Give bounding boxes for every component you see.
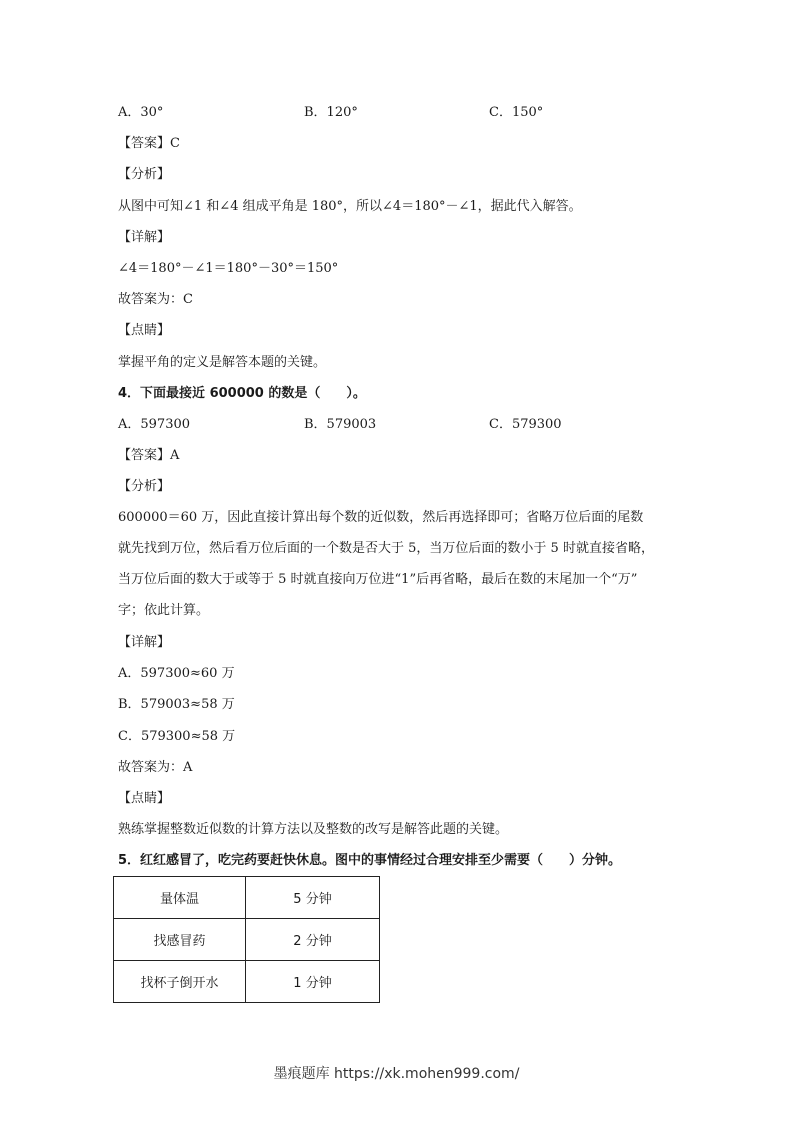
q4-detail-a: A．597300≈60 万 [118,666,235,681]
q3-detail-label: 【详解】 [118,230,171,245]
q4-option-c: C．579300 [489,417,562,432]
q4-answer: 【答案】A [118,448,180,463]
q4-question: 4．下面最接近 600000 的数是（ ）。 [118,386,366,401]
q5-question: 5．红红感冒了，吃完药要赶快休息。图中的事情经过合理安排至少需要（ ）分钟。 [118,853,622,868]
table-row [114,919,380,961]
q4-conclusion: 故答案为：A [118,760,193,775]
q3-tip: 掌握平角的定义是解答本题的关键。 [118,355,327,370]
q4-detail-c: C．579300≈58 万 [118,729,236,744]
q3-conclusion: 故答案为：C [118,292,193,307]
q4-tip-label: 【点睛】 [118,791,171,806]
table-cell: 2 分钟 [246,919,380,961]
q4-option-a: A．597300 [118,417,191,432]
q4-analysis-line: 600000＝60 万，因此直接计算出每个数的近似数，然后再选择即可；省略万位后面的尾数 [118,510,644,525]
q4-detail-label: 【详解】 [118,635,171,650]
q3-option-b: B．120° [304,105,358,120]
q3-option-a: A．30° [118,105,164,120]
footer-watermark: 墨痕题库 https://xk.mohen999.com/ [273,1066,520,1082]
q4-option-b: B．579003 [304,417,377,432]
q3-tip-label: 【点睛】 [118,323,171,338]
table-row [114,961,380,1003]
q4-analysis-line: 字；依此计算。 [118,603,210,618]
q3-detail: ∠4＝180°－∠1＝180°－30°＝150° [118,261,339,276]
q4-analysis-line: 就先找到万位，然后看万位后面的一个数是否大于 5，当万位后面的数小于 5 时就直接省略， [118,541,654,556]
table-cell: 找感冒药 [114,919,246,961]
table-cell: 1 分钟 [246,961,380,1003]
table-row [114,877,380,919]
q4-detail-b: B．579003≈58 万 [118,697,235,712]
q4-analysis-label: 【分析】 [118,479,171,494]
table-cell: 量体温 [114,877,246,919]
q3-answer: 【答案】C [118,136,180,151]
q3-option-c: C．150° [489,105,544,120]
table-cell: 5 分钟 [246,877,380,919]
q4-tip: 熟练掌握整数近似数的计算方法以及整数的改写是解答此题的关键。 [118,822,509,837]
q3-analysis-label: 【分析】 [118,167,171,182]
q4-analysis-line: 当万位后面的数大于或等于 5 时就直接向万位进“1”后再省略，最后在数的末尾加一个“万” [118,572,638,587]
q4-analysis [118,502,678,626]
table-cell: 找杯子倒开水 [114,961,246,1003]
q3-analysis: 从图中可知∠1 和∠4 组成平角是 180°，所以∠4＝180°－∠1，据此代入解答。 [118,199,582,214]
q5-table [113,876,380,1003]
